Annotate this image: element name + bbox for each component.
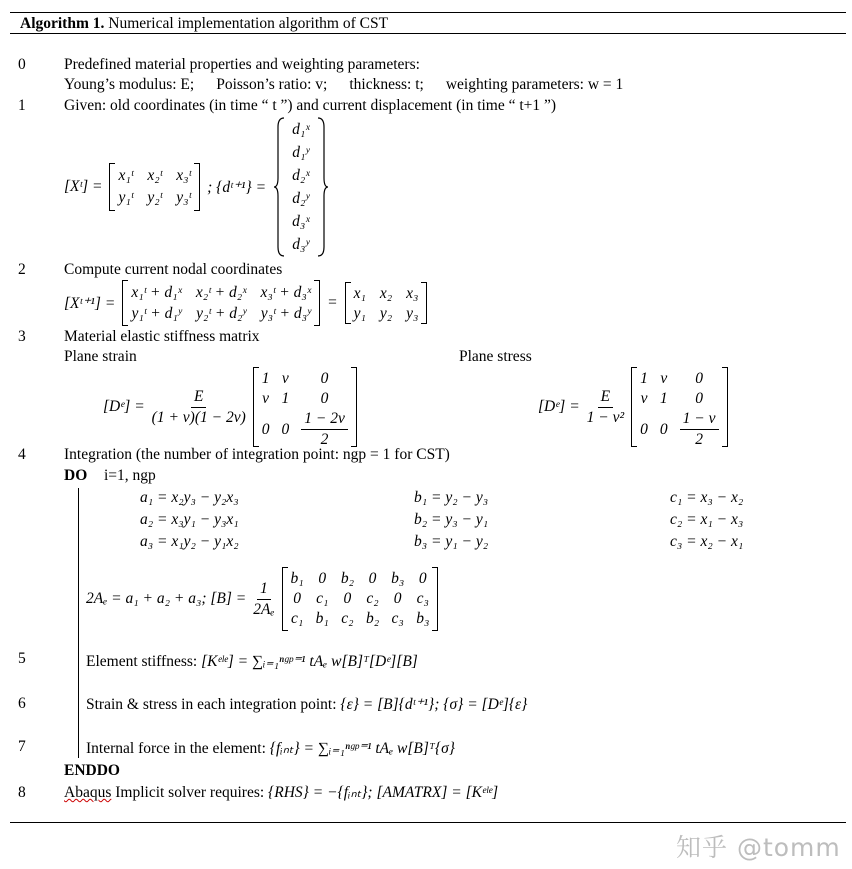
loop-bar (78, 488, 79, 758)
step-number: 2 (18, 261, 26, 278)
step-text: Compute current nodal coordinates (64, 261, 283, 278)
internal-force (86, 740, 455, 758)
fraction (152, 387, 246, 428)
vector-entry: a₃ = x₁y₂ − y₁x₂ (140, 533, 239, 550)
matrix-cell: 0 (393, 590, 402, 607)
step-number: 3 (18, 328, 26, 345)
matrix-cell: c₃ (416, 590, 429, 607)
numerator: E (191, 387, 206, 408)
formula: {RHS} = −{fᵢₙₜ}; [AMATRX] = [Kᵉˡᵉ] (268, 784, 499, 801)
plane-stress-label: Plane stress (459, 348, 532, 365)
matrix-cell: y₁ᵗ + d₁ʸ (131, 304, 182, 322)
vector-entry: d₃ˣ (292, 213, 310, 230)
matrix-cell: c₂ (341, 610, 354, 627)
vector-entry: b₂ = y₃ − y₁ (414, 511, 489, 528)
abaqus-word: Abaqus (64, 784, 112, 801)
top-rule (10, 12, 846, 13)
matrix-cell: 0 (293, 590, 301, 607)
right-brace-icon (317, 117, 329, 257)
matrix-cell: y₂ (379, 305, 393, 322)
formula: {ε} = [B]{dᵗ⁺¹}; {σ} = [Dᵉ]{ε} (340, 696, 528, 713)
matrix-cell: 1 (281, 390, 290, 407)
formula: [Dᵉ] = (538, 398, 580, 415)
matrix-cell: 1 (261, 370, 270, 387)
vector-entry: c₁ = x₃ − x₂ (670, 489, 744, 506)
matrix-cell: 0 (281, 420, 290, 438)
matrix-cell: 1 (640, 370, 648, 387)
vector-entry: b₁ = y₂ − y₃ (414, 489, 489, 506)
enddo-keyword: ENDDO (64, 762, 120, 779)
vector-entry: d₂ʸ (292, 190, 310, 207)
plane-strain-matrix (253, 367, 357, 447)
plane-strain-formula (103, 367, 357, 447)
title-text: Numerical implementation algorithm of CST (104, 15, 389, 32)
fraction (253, 579, 274, 620)
matrix-cell: b₁ (290, 570, 304, 587)
b-matrix-formula (86, 567, 438, 631)
plane-strain-label: Plane strain (64, 348, 137, 365)
young-modulus: Young’s modulus: E; (64, 76, 195, 93)
weighting-parameter: weighting parameters: w = 1 (445, 76, 624, 93)
numerator: 1 − 2v (301, 409, 348, 430)
matrix-cell: 0 (418, 570, 427, 587)
numerator: 1 − v (680, 409, 719, 430)
numerator: 1 (257, 579, 271, 600)
matrix-cell: y₂ᵗ + d₂ʸ (196, 304, 247, 322)
numerator: E (598, 387, 613, 408)
matrix-cell: v (660, 370, 668, 387)
matrix-cell: 0 (640, 420, 648, 438)
matrix-cell: y₃ (406, 305, 419, 322)
plane-stress-matrix (631, 367, 727, 447)
watermark: 知乎 @tomm (676, 833, 841, 862)
a-coefficients (140, 487, 239, 553)
matrix-cell: 0 (368, 570, 377, 587)
label: Internal force in the element: (86, 740, 270, 757)
strain-stress (86, 696, 527, 714)
matrix-cell: x₂ᵗ (147, 167, 163, 184)
matrix-cell: 1 (659, 390, 668, 407)
matrix-cell: x₁ᵗ + d₁ˣ (131, 283, 182, 301)
vector-entry: c₃ = x₂ − x₁ (670, 533, 744, 550)
vector-entry: d₁ˣ (292, 121, 310, 138)
coordinate-matrix (109, 163, 200, 211)
formula: [Xᵗ] = (64, 178, 103, 195)
vector-entry: d₂ˣ (292, 167, 310, 184)
matrix-cell: 0 (261, 420, 270, 438)
formula: [Kᵉˡᵉ] = ∑ᵢ₌₁ⁿᵍᵖ⁼¹ tAₑ w[B]ᵀ[Dᵉ][B] (201, 653, 418, 670)
algorithm-title (20, 15, 388, 33)
matrix-cell: c₃ (391, 610, 404, 627)
given-formula (64, 117, 329, 257)
matrix-cell: 0 (695, 370, 703, 387)
step-text: Integration (the number of integration point: ngp = 1 for CST) (64, 446, 450, 463)
step-number: 7 (18, 738, 26, 755)
matrix-cell: 0 (320, 390, 329, 407)
matrix-cell: v (281, 370, 289, 387)
matrix-cell: x₂ᵗ + d₂ˣ (195, 283, 247, 301)
fraction (587, 387, 625, 428)
denominator: 1 − v² (586, 408, 625, 426)
matrix-cell (680, 409, 719, 450)
formula: ; {dᵗ⁺¹} = (207, 178, 267, 196)
equals: = (327, 294, 338, 311)
title-label: Algorithm 1. (20, 15, 105, 32)
current-coordinates-formula (64, 280, 427, 326)
area-formula: 2Aₑ = a₁ + a₂ + a₃; [B] = (86, 590, 247, 607)
vector-entry: b₃ = y₁ − y₂ (414, 533, 489, 550)
denominator: (1 + v)(1 − 2v) (151, 408, 246, 426)
bottom-rule (10, 822, 846, 823)
matrix-cell: x₂ (379, 285, 393, 302)
plane-stress-formula (538, 367, 728, 447)
element-stiffness (86, 653, 418, 671)
matrix-cell: b₁ (315, 610, 329, 627)
step-number: 5 (18, 650, 26, 667)
matrix-cell: y₂ᵗ (147, 189, 163, 206)
thickness: thickness: t; (349, 76, 424, 93)
vector-entry: a₂ = x₃y₁ − y₃x₁ (140, 511, 239, 528)
label: Strain & stress in each integration point: (86, 696, 341, 713)
matrix-cell: y₃ᵗ + d₃ʸ (260, 304, 311, 322)
vector-entry: c₂ = x₁ − x₃ (670, 511, 744, 528)
matrix-cell: x₃ (406, 285, 419, 302)
matrix-cell: x₃ᵗ + d₃ˣ (260, 283, 312, 301)
label: Element stiffness: (86, 653, 202, 670)
formula: [Xᵗ⁺¹] = (64, 294, 116, 312)
matrix-cell: c₁ (316, 590, 329, 607)
step-number: 4 (18, 446, 26, 463)
denominator: 2 (695, 431, 703, 448)
poisson-ratio: Poisson’s ratio: v; (216, 76, 328, 93)
formula: {fᵢₙₜ} = ∑ᵢ₌₁ⁿᵍᵖ⁼¹ tAₑ w[B]ᵀ{σ} (269, 740, 455, 757)
matrix-cell: c₁ (290, 610, 304, 627)
step-number: 0 (18, 56, 26, 73)
matrix-cell: b₂ (365, 610, 380, 627)
matrix-cell (301, 409, 348, 450)
step-text: Given: old coordinates (in time “ t ”) and current displacement (in time “ t+1 ”) (64, 97, 557, 114)
step-number: 6 (18, 695, 26, 712)
left-brace-icon (273, 117, 285, 257)
b-matrix (282, 567, 439, 631)
vector-entry: d₃ʸ (292, 236, 310, 253)
c-coefficients (670, 487, 743, 553)
current-coordinate-matrix (345, 282, 428, 324)
matrix-cell: b₃ (391, 570, 405, 587)
matrix-cell: x₁ (353, 285, 366, 302)
denominator: 2 (320, 431, 329, 448)
matrix-cell: 0 (343, 590, 352, 607)
material-parameters (64, 76, 623, 94)
matrix-cell: x₃ᵗ (176, 167, 192, 184)
denominator: 2Aₑ (253, 600, 275, 618)
matrix-cell: x₁ᵗ (118, 167, 134, 184)
loop-range: i=1, ngp (104, 467, 156, 484)
matrix-cell: y₁ (353, 305, 366, 322)
matrix-cell: 0 (318, 570, 327, 587)
matrix-cell: b₂ (340, 570, 354, 587)
step-text: Predefined material properties and weighting parameters: (64, 56, 420, 73)
b-coefficients (414, 487, 488, 553)
solver-requirement (64, 784, 498, 802)
matrix-cell: y₃ᵗ (176, 189, 192, 206)
updated-coordinate-matrix (122, 280, 320, 326)
matrix-cell: b₃ (416, 610, 430, 627)
matrix-cell: 0 (695, 390, 703, 407)
matrix-cell: c₂ (366, 590, 379, 607)
formula: [Dᵉ] = (103, 398, 145, 415)
step-text: Material elastic stiffness matrix (64, 328, 260, 345)
displacement-vector (292, 118, 310, 256)
matrix-cell: 0 (659, 420, 668, 438)
matrix-cell: v (640, 390, 648, 407)
title-rule (10, 33, 846, 34)
vector-entry: d₁ʸ (292, 144, 310, 161)
do-keyword: DO (64, 467, 88, 484)
matrix-cell: y₁ᵗ (118, 189, 134, 206)
step-number: 1 (18, 97, 26, 114)
matrix-cell: v (262, 390, 270, 407)
step-number: 8 (18, 784, 26, 801)
matrix-cell: 0 (320, 370, 329, 387)
label: Implicit solver requires: (111, 784, 269, 801)
vector-entry: a₁ = x₂y₃ − y₂x₃ (140, 489, 239, 506)
